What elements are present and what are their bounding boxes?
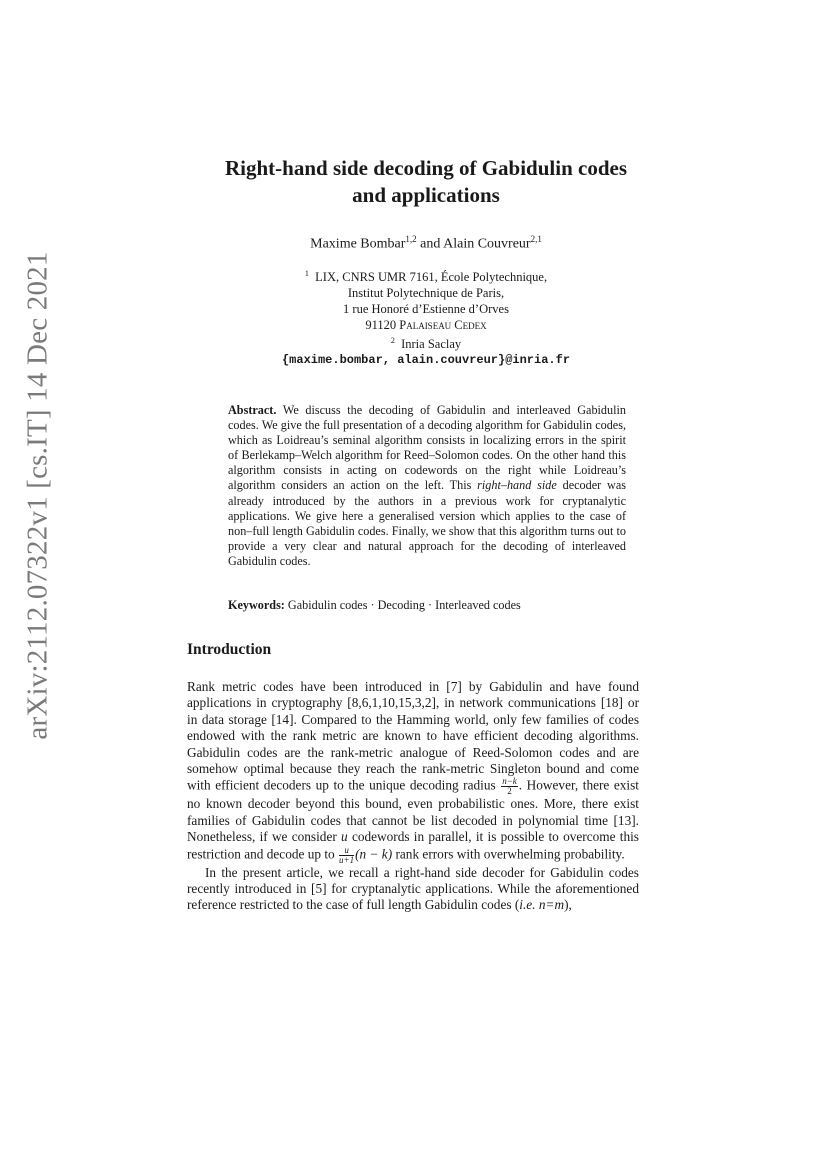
author-line [160, 234, 692, 253]
section-heading-introduction: Introduction [187, 641, 272, 658]
author-1: Maxime Bombar [310, 236, 406, 252]
keywords-label: Keywords: [228, 598, 285, 612]
abstract-text-b: decoder was already introduced by the authors in a previous work for cryptanalytic applications. We give here a generalised version which applies to the case of non–full length Gabidulin codes. Finally, we show that this algorithm turns out to provide a very clear and natural approach for the decoding of interleaved Gabidulin codes. [228, 478, 626, 568]
abstract-italic: right–hand side [477, 478, 557, 493]
author-1-affiliation: 1,2 [405, 234, 417, 244]
author-conjunction: and [416, 236, 444, 252]
introduction-body [187, 679, 639, 914]
author-2-affiliation: 2,1 [530, 234, 542, 244]
affiliation-2-line-1: $^2$ Inria Saclay [390, 336, 462, 352]
affiliation-1-line-3: 1 rue Honoré d’Estienne d’Orves [343, 302, 509, 317]
fraction-decoding-radius: $\frac{n-k}{2}$ [502, 776, 517, 797]
paragraph-1: Rank metric codes have been introduced in [7] by Gabidulin and have found applications in cryptography [8,6,1,10,15,3,2], in network communications [18] or in data storage [14]. Compared to the Hamming world, only few families of codes endowed with the rank metric are known to have efficient decoding algorithms. Gabidulin codes are the rank-metric analogue of Reed-Solomon codes and are somehow optimal because they reach the rank-metric Singleton bound and come with efficient decoders up to the unique decoding radius $\frac{n-k}{2}$ . However, there exist no known decoder beyond this bound, even probabilistic ones. More, there exist families of Gabidulin codes that cannot be list decoded in polynomial time [13]. Nonetheless, if we consider u codewords in parallel, it is possible to overcome this restriction and decode up to $\frac{u}{u+1}$ (n − k) rank errors with overwhelming probability. [187, 679, 639, 865]
affiliations [160, 266, 692, 368]
affiliation-1-line-4: 91120 Palaiseau Cedex [365, 318, 487, 333]
keywords-text: Gabidulin codes · Decoding · Interleaved codes [284, 598, 521, 612]
keywords [228, 598, 626, 613]
affiliation-2-marker: 2 [390, 336, 395, 346]
fraction-interleaved-radius: $\frac{u}{u+1}$ [339, 844, 355, 865]
arxiv-identifier: arXiv:2112.07322v1 [cs.IT] 14 Dec 2021 [21, 250, 54, 740]
affiliation-1-marker: 1 [304, 269, 309, 278]
arxiv-sidebar [14, 250, 62, 740]
abstract-label: Abstract. [228, 403, 277, 417]
abstract-text-a: We discuss the decoding of Gabidulin and interleaved Gabidulin codes. We give the full presentation of a decoding algorithm for Gabidulin codes, which as Loidreau’s seminal algorithm consists in localizing errors in the spirit of Berlekamp–Welch algorithm for Reed–Solomon codes. On the other hand this algorithm consists in acting on codewords on the right while Loidreau’s algorithm considers an action on the left. This [228, 403, 626, 493]
affiliation-1-line-2: Institut Polytechnique de Paris, [347, 286, 505, 301]
paragraph-2: In the present article, we recall a right-hand side decoder for Gabidulin codes recently introduced in [5] for cryptanalytic applications. While the aforementioned reference restricted to the case of full length Gabidulin codes (i.e. n=m), [187, 864, 639, 913]
title-line-2: and applications [352, 183, 500, 207]
abstract [228, 403, 626, 569]
affiliation-1-line-1: $^1$ LIX, CNRS UMR 7161, École Polytechnique, [304, 269, 548, 285]
title-line-1: Right-hand side decoding of Gabidulin codes [224, 156, 627, 180]
author-2: Alain Couvreur [443, 236, 531, 252]
paper-title [160, 155, 692, 209]
author-emails: {maxime.bombar, alain.couvreur}@inria.fr [281, 353, 571, 368]
